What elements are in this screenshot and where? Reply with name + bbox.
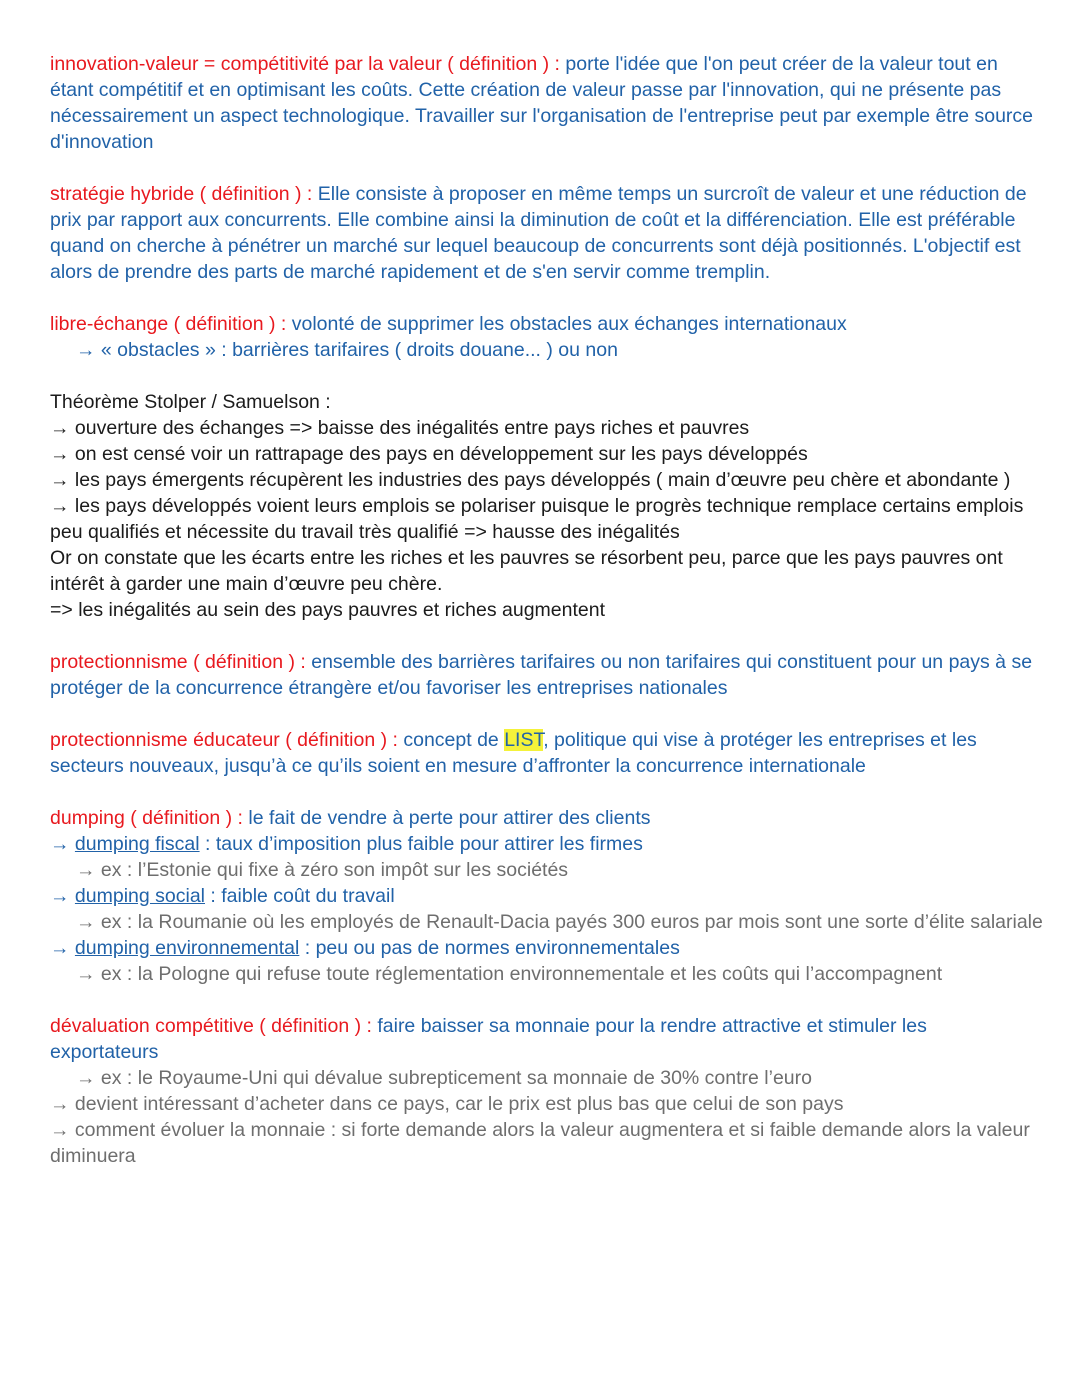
- dumping-fiscal-example: → ex : l’Estonie qui fixe à zéro son impôt sur les sociétés: [76, 859, 569, 881]
- dumping-fiscal-text: : taux d’imposition plus faible pour attirer les firmes: [205, 833, 643, 855]
- definition-protectionnisme: ensemble des barrières tarifaires ou non tarifaires qui constituent pour un pays à se protéger de la concurrence étrangère et/ou favoriser les entreprises nationales: [50, 651, 1033, 699]
- entry-protectionnisme: [50, 649, 1040, 701]
- definition-dumping: le fait de vendre à perte pour attirer des clients: [248, 807, 651, 829]
- definition-protectionnisme-educateur-pre: concept de: [403, 729, 499, 751]
- stolper-observation: Or on constate que les écarts entre les riches et les pauvres se résorbent peu, parce que les pays pauvres ont intérêt à garder une main d’œuvre peu chère.: [50, 547, 1003, 595]
- entry-stolper-samuelson: [50, 389, 1040, 623]
- definition-innovation-valeur: porte l'idée que l'on peut créer de la valeur tout en étant compétitif et en optimisant les coûts. Cette création de valeur passe par l'innovation, qui ne présente pas nécessairement un aspect technologique. Travailler sur l'organisation de l'entreprise peut par exemple être source d'innovation: [50, 53, 1033, 153]
- devaluation-point-2: → devient intéressant d’acheter dans ce pays, car le prix est plus bas que celui de son pays: [50, 1093, 844, 1115]
- definition-protectionnisme-educateur-post: , politique qui vise à protéger les entreprises et les secteurs nouveaux, jusqu’à ce qu’ils soient en mesure d’affronter la concurrence internationale: [50, 729, 977, 777]
- term-devaluation-competitive: dévaluation compétitive ( définition ) :: [50, 1015, 372, 1037]
- entry-protectionnisme-educateur: [50, 727, 1040, 779]
- stolper-point-3: → les pays émergents récupèrent les industries des pays développés ( main d’œuvre peu chère et abondante ): [50, 469, 1011, 491]
- definition-libre-echange: volonté de supprimer les obstacles aux échanges internationaux: [291, 313, 847, 335]
- term-dumping: dumping ( définition ) :: [50, 807, 243, 829]
- dumping-env-label: dumping environnemental: [74, 937, 300, 959]
- definition-devaluation-competitive: faire baisser sa monnaie pour la rendre attractive et stimuler les exportateurs: [50, 1015, 927, 1063]
- stolper-title: Théorème Stolper / Samuelson :: [50, 391, 331, 413]
- stolper-conclusion: => les inégalités au sein des pays pauvres et riches augmentent: [50, 599, 606, 621]
- entry-strategie-hybride: [50, 181, 1040, 285]
- stolper-point-2: → on est censé voir un rattrapage des pays en développement sur les pays développés: [50, 443, 808, 465]
- term-strategie-hybride: stratégie hybride ( définition ) :: [50, 183, 313, 205]
- entry-dumping: [50, 805, 1043, 987]
- dumping-env-example: → ex : la Pologne qui refuse toute réglementation environnementale et les coûts qui l’accompagnent: [76, 963, 943, 985]
- term-libre-echange: libre-échange ( définition ) :: [50, 313, 287, 335]
- entry-libre-echange: [50, 311, 1040, 363]
- stolper-point-1: → ouverture des échanges => baisse des inégalités entre pays riches et pauvres: [50, 417, 750, 439]
- dumping-env-text: : peu ou pas de normes environnementales: [304, 937, 680, 959]
- entry-devaluation-competitive: [50, 1013, 1040, 1169]
- libre-echange-obstacles: → « obstacles » : barrières tarifaires ( droits douane... ) ou non: [76, 339, 618, 361]
- arrow-icon: →: [50, 937, 70, 959]
- devaluation-example: → ex : le Royaume-Uni qui dévalue subrepticement sa monnaie de 30% contre l’euro: [76, 1067, 812, 1089]
- notes-content: [50, 51, 1043, 1195]
- dumping-social-example: → ex : la Roumanie où les employés de Renault-Dacia payés 300 euros par mois sont une sorte d’élite salariale: [76, 911, 1043, 933]
- dumping-fiscal-label: dumping fiscal: [74, 833, 200, 855]
- term-protectionnisme-educateur: protectionnisme éducateur ( définition ) :: [50, 729, 398, 751]
- term-protectionnisme: protectionnisme ( définition ) :: [50, 651, 306, 673]
- arrow-icon: →: [50, 885, 70, 907]
- highlight-list: LIST: [504, 729, 544, 751]
- dumping-social-label: dumping social: [74, 885, 205, 907]
- definition-strategie-hybride: Elle consiste à proposer en même temps un surcroît de valeur et une réduction de prix par rapport aux concurrents. Elle combine ainsi la diminution de coût et la différenciation. Elle est préférable quand on cherche à pénétrer un marché sur lequel beaucoup de concurrents sont déjà positionnés. L'objectif est alors de prendre des parts de marché rapidement et de s'en servir comme tremplin.: [50, 183, 1027, 283]
- devaluation-point-3: → comment évoluer la monnaie : si forte demande alors la valeur augmentera et si faible demande alors la valeur diminuera: [50, 1119, 1030, 1167]
- stolper-point-4: → les pays développés voient leurs emplois se polariser puisque le progrès technique remplace certains emplois peu qualifiés et nécessite du travail très qualifié => hausse des inégalités: [50, 495, 1024, 543]
- entry-innovation-valeur: [50, 51, 1040, 155]
- dumping-social-text: : faible coût du travail: [210, 885, 395, 907]
- dumping-fiscal-line: [50, 831, 1040, 857]
- term-innovation-valeur: innovation-valeur = compétitivité par la valeur ( définition ) :: [50, 53, 560, 75]
- dumping-env-line: [50, 935, 1040, 961]
- dumping-social-line: [50, 883, 1040, 909]
- arrow-icon: →: [50, 833, 70, 855]
